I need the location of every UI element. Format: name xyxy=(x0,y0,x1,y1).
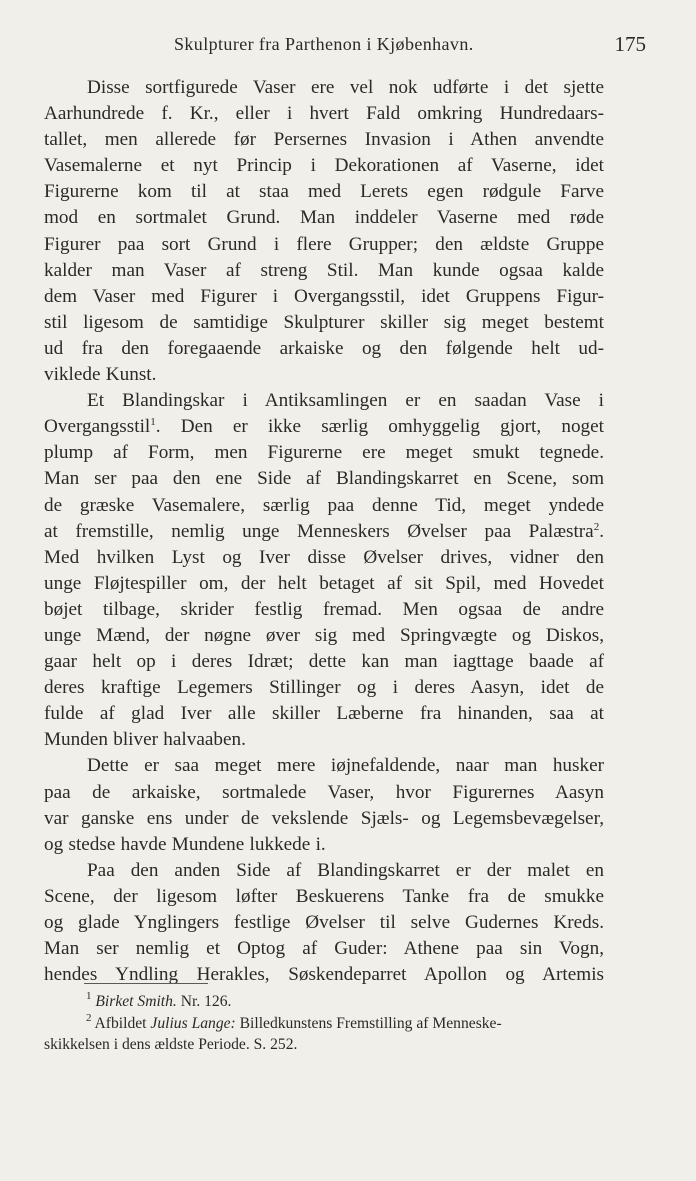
text-line xyxy=(44,310,604,336)
text-line xyxy=(44,623,604,649)
line-text: og stedse havde Mundene lukkede i. xyxy=(44,833,326,855)
text-line xyxy=(44,675,604,701)
text-line xyxy=(44,284,604,310)
line-text: viklede Kunst. xyxy=(44,364,157,386)
text-line xyxy=(44,962,604,988)
footnote-text: Nr. 126. xyxy=(176,993,232,1010)
footnote-citation: Julius Lange: xyxy=(150,1014,236,1032)
line-text: hendes Yndling Herakles, Søskendeparret Apollon og Artemis xyxy=(44,964,604,986)
line-text: gaar helt op i deres Idræt; dette kan man iagttage baade af xyxy=(44,651,604,673)
line-text: Figurerne kom til at staa med Lerets egen rødgule Farve xyxy=(44,181,604,203)
footnote xyxy=(44,1013,604,1035)
text-line xyxy=(44,858,604,884)
line-text: dem Vaser med Figurer i Overgangsstil, idet Gruppens Figur- xyxy=(44,285,604,307)
text-line xyxy=(44,440,604,466)
text-line xyxy=(44,493,604,519)
line-text: de græske Vasemalere, særlig paa denne Tid, meget yndede xyxy=(44,494,604,516)
footnote-citation: Birket Smith. xyxy=(95,993,177,1010)
text-line xyxy=(44,753,604,779)
footnote xyxy=(44,991,604,1013)
text-line xyxy=(44,519,604,545)
text-line xyxy=(44,101,604,127)
text-line xyxy=(44,597,604,623)
line-text: Paa den anden Side af Blandingskarret er der malet en xyxy=(87,859,604,881)
text-line xyxy=(44,179,604,205)
text-line xyxy=(44,806,604,832)
line-text: unge Mænd, der nøgne øver sig med Springvægte og Diskos, xyxy=(44,624,604,646)
text-line xyxy=(44,336,604,362)
line-text: Aarhundrede f. Kr., eller i hvert Fald omkring Hundredaars- xyxy=(44,103,604,125)
footnotes xyxy=(44,991,604,1056)
line-text: Munden bliver halvaaben. xyxy=(44,729,246,751)
text-line xyxy=(44,205,604,231)
line-text: stil ligesom de samtidige Skulpturer skiller sig meget bestemt xyxy=(44,311,604,333)
text-line xyxy=(44,414,604,440)
footnote-text: skikkelsen i dens ældste Periode. S. 252. xyxy=(44,1036,298,1053)
line-text: Et Blandingskar i Antiksamlingen er en saadan Vase i xyxy=(87,390,604,412)
footnote xyxy=(44,1034,604,1056)
text-line xyxy=(44,727,604,753)
line-text-after: . xyxy=(599,520,604,542)
line-text: mod en sortmalet Grund. Man inddeler Vaserne med røde xyxy=(44,207,604,229)
line-text: Vasemalerne et nyt Princip i Dekorationen af Vaserne, idet xyxy=(44,155,604,177)
line-text: og glade Ynglingers festlige Øvelser til selve Gudernes Kreds. xyxy=(44,912,604,933)
text-line xyxy=(44,388,604,414)
line-text: var ganske ens under de vekslende Sjæls- og Legemsbevægelser, xyxy=(44,807,604,829)
line-text: Dette er saa meget mere iøjnefaldende, naar man husker xyxy=(87,755,604,777)
text-line xyxy=(44,832,604,858)
line-text: deres kraftige Legemers Stillinger og i deres Aasyn, idet de xyxy=(44,677,604,699)
text-line xyxy=(44,571,604,597)
line-text: Disse sortfigurede Vaser ere vel nok udførte i det sjette xyxy=(87,77,604,98)
page-number: 175 xyxy=(614,32,646,56)
running-title: Skulpturer fra Parthenon i Kjøbenhavn. xyxy=(174,34,474,54)
page-header xyxy=(44,34,652,60)
line-text: plump af Form, men Figurerne ere meget smukt tegnede. xyxy=(44,442,604,464)
footnote-number: 2 xyxy=(86,1011,92,1024)
line-text: unge Fløjtespiller om, der helt betaget af sit Spil, med Hovedet xyxy=(44,572,604,594)
footnote-marker[interactable]: 2 xyxy=(593,520,600,533)
text-line xyxy=(44,936,604,962)
text-line xyxy=(44,780,604,806)
text-line xyxy=(44,649,604,675)
text-line xyxy=(44,362,604,388)
line-text: Overgangsstil xyxy=(44,416,151,438)
footnote-marker[interactable]: 1 xyxy=(150,416,156,429)
line-text-after: . Den er ikke særlig omhyggelig gjort, noget xyxy=(155,416,604,438)
footnote-number: 1 xyxy=(86,990,92,1002)
line-text: Man ser paa den ene Side af Blandingskarret en Scene, som xyxy=(44,468,604,490)
text-line xyxy=(44,910,604,936)
line-text: ud fra den foregaaende arkaiske og den følgende helt ud- xyxy=(44,337,604,359)
footnote-rule xyxy=(84,983,208,984)
line-text: paa de arkaiske, sortmalede Vaser, hvor Figurernes Aasyn xyxy=(44,781,604,803)
text-line xyxy=(44,466,604,492)
text-line xyxy=(44,75,604,101)
line-text: tallet, men allerede før Persernes Invasion i Athen anvendte xyxy=(44,129,604,151)
body-text xyxy=(44,75,604,988)
line-text: Med hvilken Lyst og Iver disse Øvelser drives, vidner den xyxy=(44,546,604,568)
line-text: Man ser nemlig et Optog af Guder: Athene paa sin Vogn, xyxy=(44,938,604,960)
text-line xyxy=(44,258,604,284)
line-text: fulde af glad Iver alle skiller Læberne fra hinanden, saa at xyxy=(44,703,604,725)
line-text: at fremstille, nemlig unge Menneskers Øvelser paa Palæstra xyxy=(44,520,594,542)
text-line xyxy=(44,153,604,179)
text-line xyxy=(44,884,604,910)
line-text: kalder man Vaser af streng Stil. Man kunde ogsaa kalde xyxy=(44,259,604,281)
footnote-text: Afbildet xyxy=(94,1014,151,1032)
footnote-text: Billedkunstens Fremstilling af Menneske- xyxy=(235,1014,502,1032)
text-line xyxy=(44,545,604,571)
text-line xyxy=(44,701,604,727)
line-text: bøjet tilbage, skrider festlig fremad. Men ogsaa de andre xyxy=(44,598,604,620)
line-text: Figurer paa sort Grund i flere Grupper; den ældste Gruppe xyxy=(44,233,604,255)
line-text: Scene, der ligesom løfter Beskuerens Tanke fra de smukke xyxy=(44,885,604,907)
text-line xyxy=(44,127,604,153)
text-line xyxy=(44,232,604,258)
